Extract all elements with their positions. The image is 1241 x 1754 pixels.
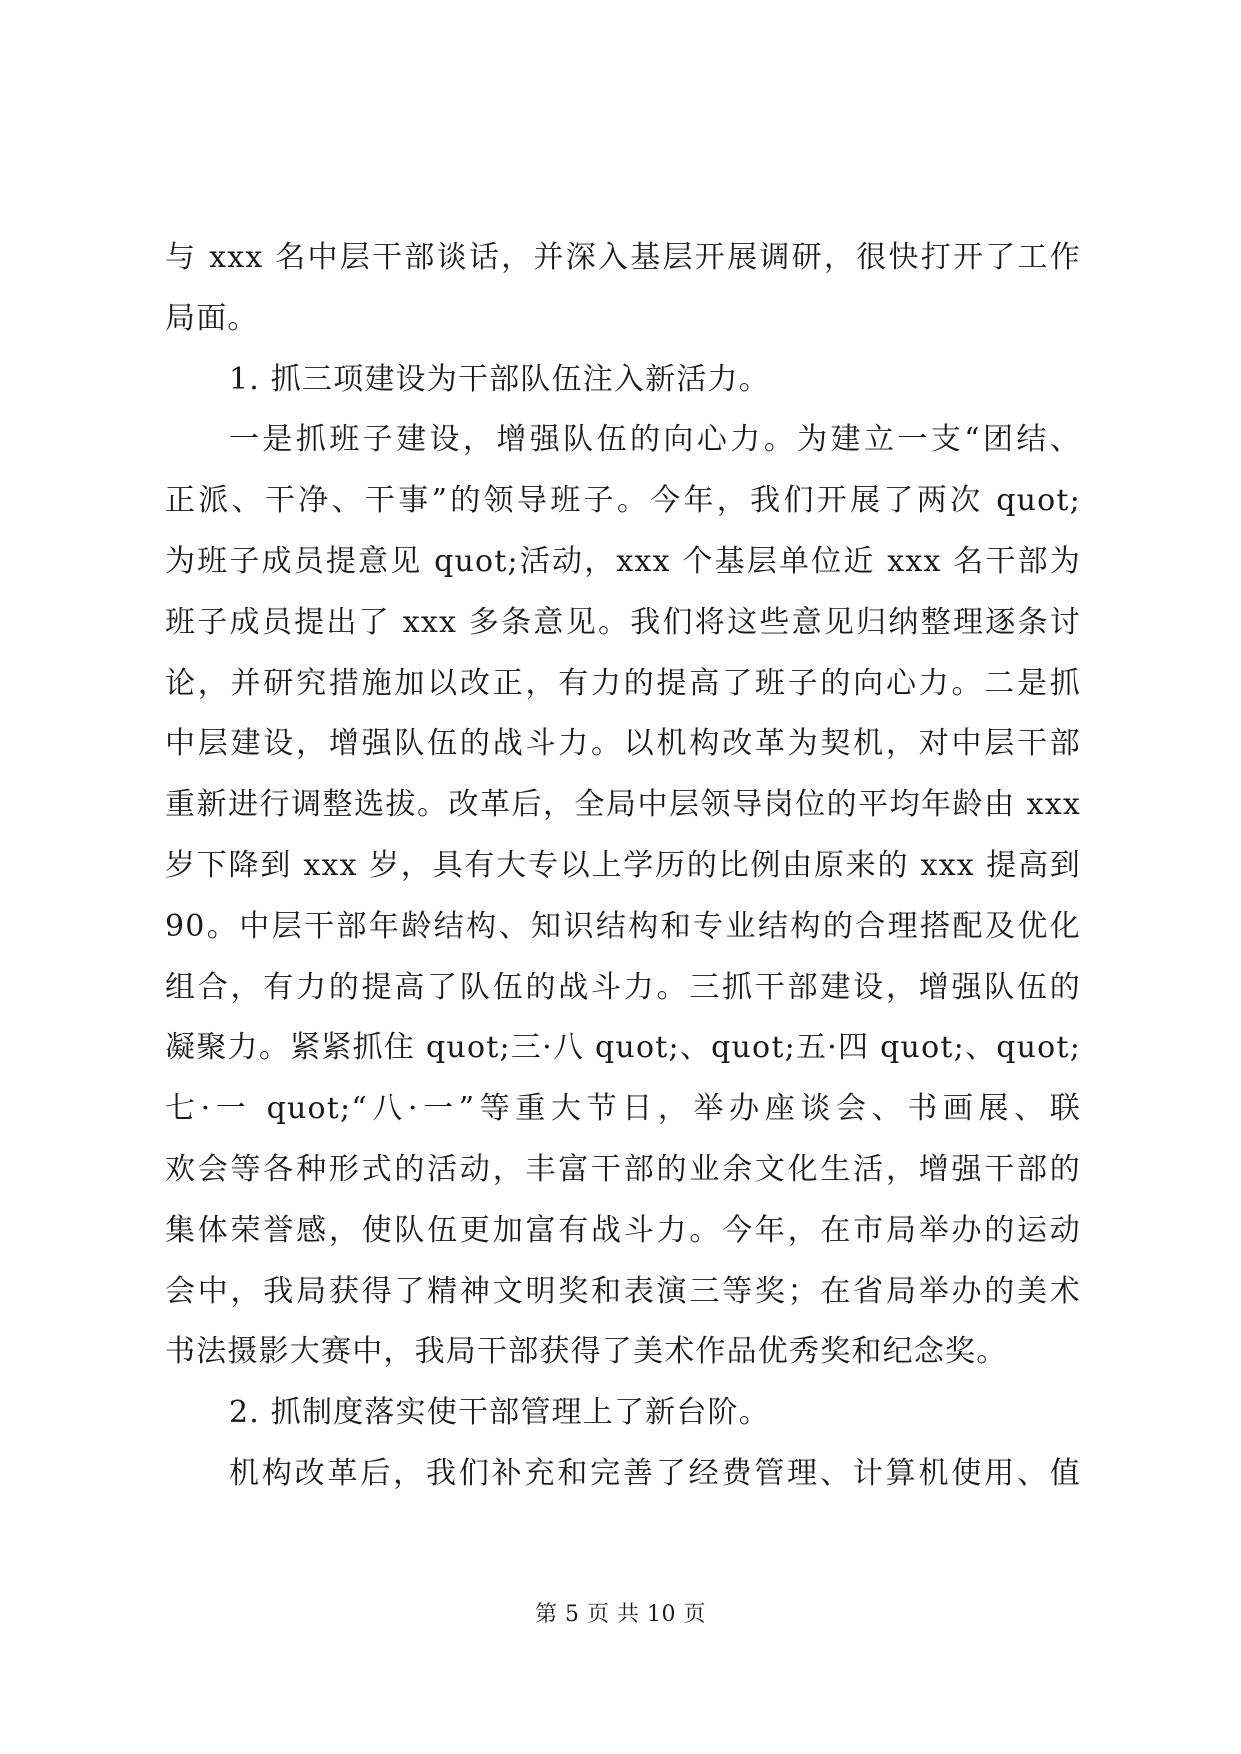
text-line: 与 xxx 名中层干部谈话，并深入基层开展调研，很快打开了工作 (165, 240, 1081, 275)
section-heading: 2. 抓制度落实使干部管理上了新台阶。 (229, 1395, 770, 1431)
text-line: 集体荣誉感，使队伍更加富有战斗力。今年，在市局举办的运动 (165, 1212, 1081, 1248)
text-line: 书法摄影大赛中，我局干部获得了美术作品优秀奖和纪念奖。 (165, 1334, 1008, 1370)
text-line: 90。中层干部年龄结构、知识结构和专业结构的合理搭配及优化 (165, 908, 1081, 944)
text-line: 机构改革后，我们补充和完善了经费管理、计算机使用、值 (229, 1455, 1081, 1491)
text-line: 凝聚力。紧紧抓住 quot;三·八 quot;、quot;五·四 quot;、quot; (165, 1030, 1081, 1066)
text-line: 班子成员提出了 xxx 多条意见。我们将这些意见归纳整理逐条讨 (165, 604, 1081, 640)
section-heading: 1. 抓三项建设为干部队伍注入新活力。 (229, 361, 770, 397)
text-line: 正派、干净、干事”的领导班子。今年，我们开展了两次 quot; (165, 483, 1081, 519)
text-line: 论，并研究措施加以改正，有力的提高了班子的向心力。二是抓 (165, 665, 1081, 701)
text-line: 欢会等各种形式的活动，丰富干部的业余文化生活，增强干部的 (165, 1151, 1081, 1187)
text-line: 中层建设，增强队伍的战斗力。以机构改革为契机，对中层干部 (165, 726, 1081, 762)
text-line: 局面。 (165, 300, 259, 336)
text-line: 会中，我局获得了精神文明奖和表演三等奖；在省局举办的美术 (165, 1273, 1081, 1309)
text-line: 为班子成员提意见 quot;活动，xxx 个基层单位近 xxx 名干部为 (165, 543, 1081, 579)
text-line: 组合，有力的提高了队伍的战斗力。三抓干部建设，增强队伍的 (165, 969, 1081, 1005)
document-body (165, 228, 1081, 1505)
text-line: 岁下降到 xxx 岁，具有大专以上学历的比例由原来的 xxx 提高到 (165, 847, 1081, 883)
text-line: 七·一 quot;“八·一”等重大节日，举办座谈会、书画展、联 (165, 1091, 1081, 1127)
page-number: 第 5 页 共 10 页 (535, 1602, 706, 1627)
text-line: 一是抓班子建设，增强队伍的向心力。为建立一支“团结、 (229, 422, 1081, 458)
text-line: 重新进行调整选拔。改革后，全局中层领导岗位的平均年龄由 xxx (165, 787, 1081, 823)
